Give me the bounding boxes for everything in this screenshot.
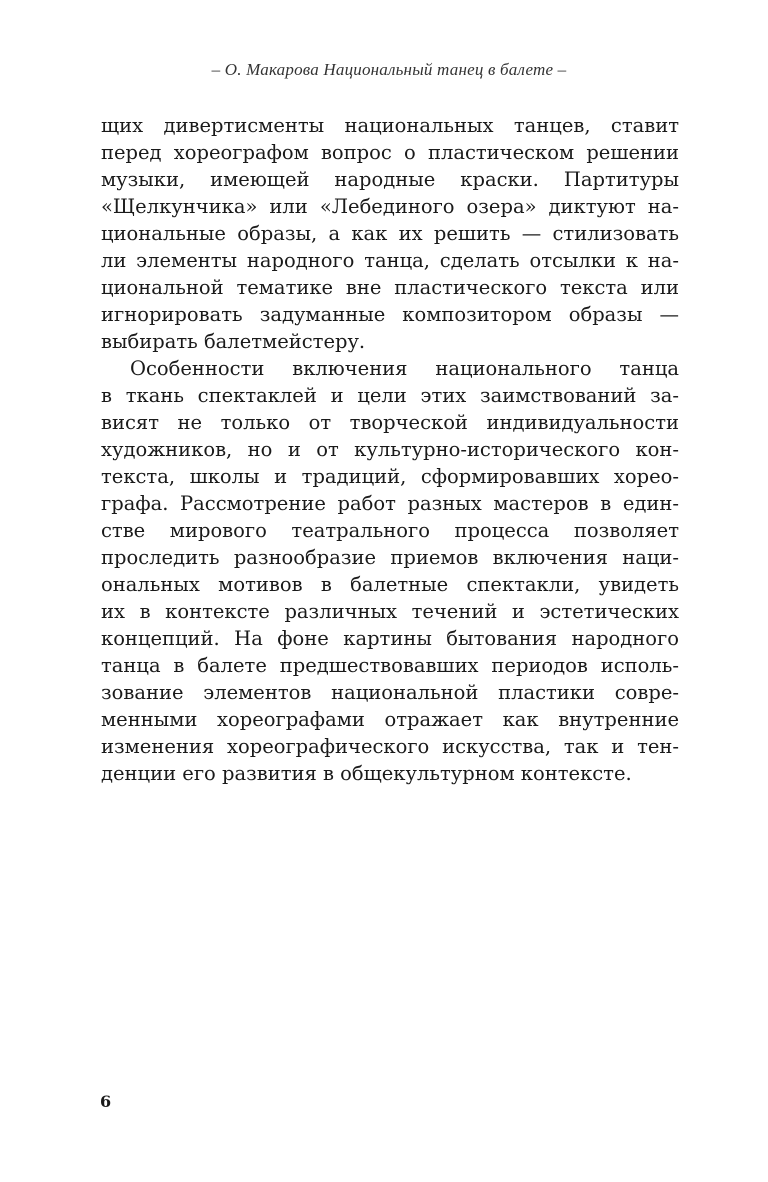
- text-line: зование элементов национальной пластики совре-: [101, 681, 679, 704]
- text-line: перед хореографом вопрос о пластическом решении: [101, 141, 679, 164]
- text-line: музыки, имеющей народные краски. Партитуры: [101, 168, 679, 191]
- text-line: игнорировать задуманные композитором образы —: [101, 303, 679, 326]
- text-line: графа. Рассмотрение работ разных мастеров в един-: [101, 492, 679, 515]
- text-line: выбирать балетмейстеру.: [101, 330, 366, 353]
- text-line: танца в балете предшествовавших периодов исполь-: [101, 654, 679, 677]
- paragraph-1: [101, 112, 679, 355]
- text-line: изменения хореографического искусства, так и тен-: [101, 735, 679, 758]
- text-line: висят не только от творческой индивидуальности: [101, 411, 679, 434]
- text-line: в ткань спектаклей и цели этих заимствований за-: [101, 384, 679, 407]
- text-line: проследить разнообразие приемов включения наци-: [101, 546, 679, 569]
- text-line: циональной тематике вне пластического текста или: [101, 276, 679, 299]
- text-line: менными хореографами отражает как внутренние: [101, 708, 679, 731]
- text-line: художников, но и от культурно-исторического кон-: [101, 438, 679, 461]
- body-text: [101, 112, 679, 787]
- text-line: концепций. На фоне картины бытования народного: [101, 627, 679, 650]
- text-line: стве мирового театрального процесса позволяет: [101, 519, 679, 542]
- text-line: ональных мотивов в балетные спектакли, увидеть: [101, 573, 679, 596]
- text-line: ли элементы народного танца, сделать отсылки к на-: [101, 249, 679, 272]
- text-line: щих дивертисменты национальных танцев, ставит: [101, 114, 679, 137]
- text-line: денции его развития в общекультурном контексте.: [101, 762, 632, 785]
- text-line: циональные образы, а как их решить — стилизовать: [101, 222, 679, 245]
- text-line: Особенности включения национального танца: [130, 357, 679, 380]
- text-line: текста, школы и традиций, сформировавших хорео-: [101, 465, 679, 488]
- text-line: их в контексте различных течений и эстетических: [101, 600, 679, 623]
- text-line: «Щелкунчика» или «Лебединого озера» диктуют на-: [101, 195, 679, 218]
- running-header: – О. Макарова Национальный танец в балете –: [211, 60, 567, 79]
- paragraph-2: [101, 355, 679, 787]
- page-number: 6: [100, 1092, 112, 1111]
